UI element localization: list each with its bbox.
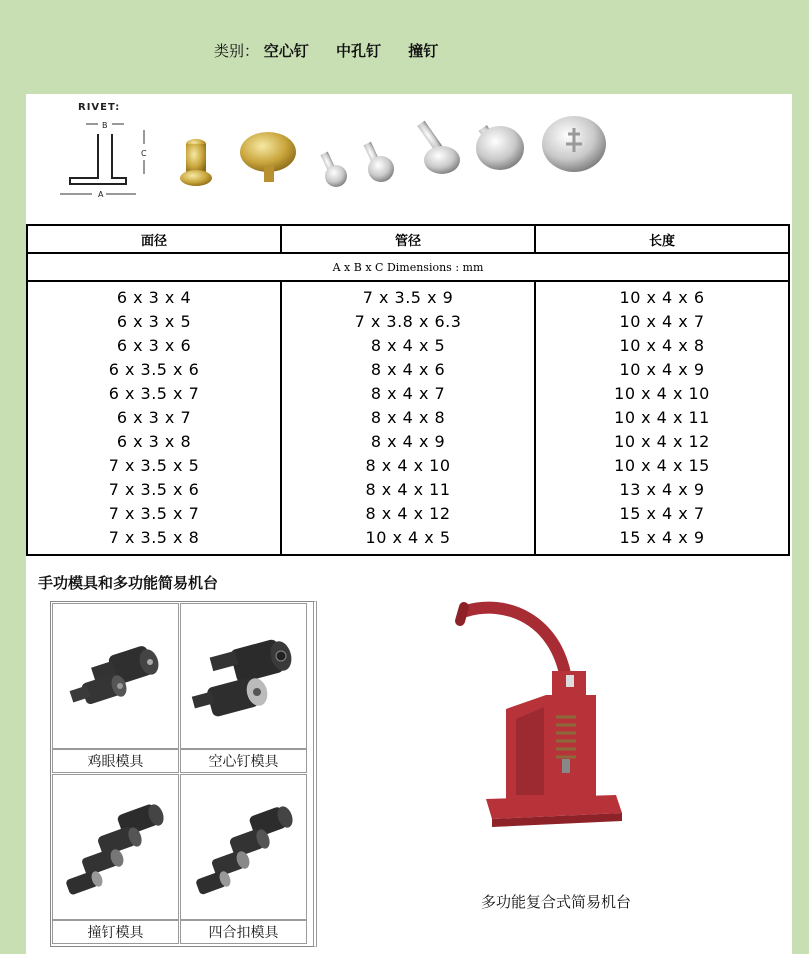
eyelet-mold-image [52,603,179,749]
table-cell: 10 x 4 x 6 [619,288,705,307]
rivet-spec-table [26,224,790,556]
rivet-diagram-label: RIVET: [78,102,121,113]
table-cell: 6 x 3 x 4 [116,288,192,307]
header-head-diameter: 面径 [27,225,281,253]
table-cell: 6 x 3 x 8 [116,432,192,451]
eyelet-mold-picture [53,604,178,748]
table-cell: 8 x 4 x 11 [365,480,451,499]
rivet-dimension-drawing [56,102,176,202]
tubular-rivet-mold-image [52,774,179,920]
table-cell: 10 x 4 x 11 [614,408,710,427]
snap-button-mold-label: 四合扣模具 [180,920,307,944]
rivet-diagram [56,102,176,202]
category-medium-rivet: 中孔钉 [336,42,382,60]
table-cell: 7 x 3.5 x 8 [108,528,200,547]
rivet-samples-image [166,104,606,214]
table-cell: 7 x 3.5 x 5 [108,456,200,475]
table-cell: 8 x 4 x 6 [370,360,446,379]
table-cell: 8 x 4 x 9 [370,432,446,451]
table-cell: 10 x 4 x 10 [614,384,710,403]
table-cell: 6 x 3 x 7 [116,408,192,427]
table-cell: 7 x 3.8 x 6.3 [354,312,462,331]
header-length: 长度 [535,225,789,253]
table-cell: 13 x 4 x 9 [619,480,705,499]
column-head-diameter [27,281,281,555]
eyelet-mold-label: 鸡眼模具 [52,749,179,773]
table-cell: 7 x 3.5 x 7 [108,504,200,523]
mold-grid [50,601,317,947]
hand-press-machine-image [446,599,626,829]
category-hollow-rivet: 空心钉 [263,42,309,60]
table-cell: 10 x 4 x 9 [619,360,705,379]
table-cell: 6 x 3.5 x 7 [108,384,200,403]
hollow-rivet-mold-label: 空心钉模具 [180,749,307,773]
dimensions-note: A x B x C Dimensions : mm [27,253,789,281]
table-cell: 8 x 4 x 8 [370,408,446,427]
table-cell: 10 x 4 x 8 [619,336,705,355]
table-cell: 10 x 4 x 15 [614,456,710,475]
table-cell: 7 x 3.5 x 6 [108,480,200,499]
column-tube-diameter [281,281,535,555]
press-machine-caption: 多功能复合式简易机台 [481,893,632,911]
column-length [535,281,789,555]
table-cell: 10 x 4 x 7 [619,312,705,331]
table-cell: 6 x 3 x 5 [116,312,192,331]
table-cell: 8 x 4 x 10 [365,456,451,475]
category-label: 类别： [214,42,260,60]
table-cell: 6 x 3.5 x 6 [108,360,200,379]
tubular-rivet-mold-picture [53,775,178,919]
content-panel [26,94,792,954]
category-line [214,40,460,61]
snap-button-mold-image [180,774,307,920]
table-cell: 15 x 4 x 7 [619,504,705,523]
category-tubular-rivet: 撞钉 [408,42,439,60]
table-cell: 15 x 4 x 9 [619,528,705,547]
table-cell: 7 x 3.5 x 9 [362,288,454,307]
header-tube-diameter: 管径 [281,225,535,253]
tubular-rivet-mold-label: 撞钉模具 [52,920,179,944]
table-cell: 8 x 4 x 12 [365,504,451,523]
dim-b-label: B [102,121,108,130]
hollow-rivet-mold-image [180,603,307,749]
table-cell: 10 x 4 x 12 [614,432,710,451]
tools-section-title: 手功模具和多功能简易机台 [38,574,219,592]
hollow-rivet-mold-picture [181,604,306,748]
table-cell: 10 x 4 x 5 [365,528,451,547]
snap-button-mold-picture [181,775,306,919]
header-strip [4,0,805,94]
dim-a-label: A [98,190,104,199]
table-cell: 8 x 4 x 7 [370,384,446,403]
dim-c-label: C [141,149,147,158]
table-cell: 6 x 3 x 6 [116,336,192,355]
table-cell: 8 x 4 x 5 [370,336,446,355]
